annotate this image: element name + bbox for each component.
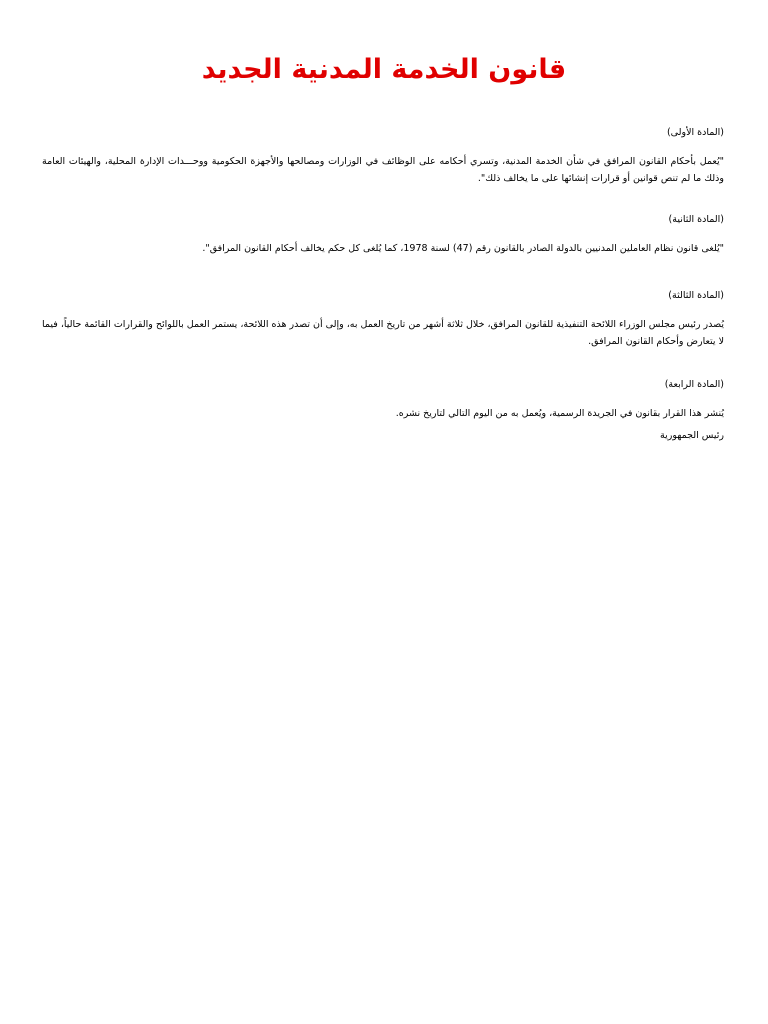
article-3-heading: (المادة الثالثة) [668, 290, 724, 301]
signature: رئيس الجمهورية [660, 430, 724, 441]
article-4-heading: (المادة الرابعة) [664, 379, 724, 390]
document-title: قانون الخدمة المدنية الجديد [201, 54, 567, 85]
article-2-heading: (المادة الثانية) [668, 214, 724, 225]
article-1-heading: (المادة الأولى) [666, 127, 724, 138]
article-3 [42, 287, 724, 350]
article-1 [42, 124, 724, 187]
article-3-text: يُصدر رئيس مجلس الوزراء اللائحة التنفيذية للقانون المرافق، خلال ثلاثة أشهر من تاريخ العمل به، وإلى أن تصدر هذه اللائحة، يستمر العمل باللوائح والقرارات القائمة حالياً، فيما لا يتعارض وأحكام القانون المرافق. [42, 319, 724, 347]
article-2-text: "يُلغى قانون نظام العاملين المدنيين بالدولة الصادر بالقانون رقم (47) لسنة 1978، كما يُلغى كل حكم يخالف أحكام القانون المرافق". [202, 243, 724, 254]
article-2 [42, 211, 724, 257]
article-1-text: "يُعمل بأحكام القانون المرافق في شأن الخدمة المدنية، وتسري أحكامه على الوظائف في الوزارات ومصالحها والأجهزة الحكومية ووحـــدات الإدارة المحلية، والهيئات العامة وذلك ما لم تنص قوانين أو قرارات إنشائها على ما يخالف ذلك". [42, 156, 724, 184]
article-4-text: يُنشر هذا القرار بقانون في الجريدة الرسمية، ويُعمل به من اليوم التالي لتاريخ نشره. [395, 408, 724, 419]
article-4 [42, 376, 724, 422]
